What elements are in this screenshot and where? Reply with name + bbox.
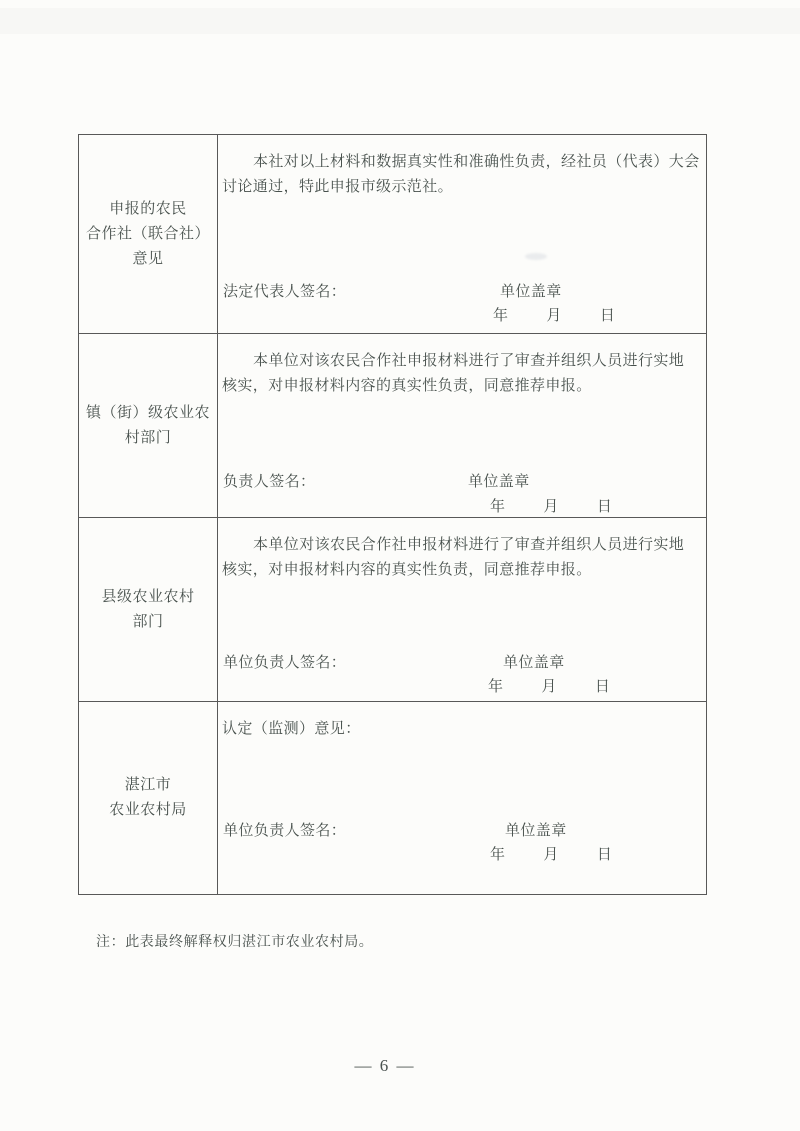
row-label-line: 村部门: [124, 429, 172, 446]
date-line: [490, 843, 612, 864]
date-line: [493, 304, 615, 325]
opinion-body-line: 本单位对该农民合作社申报材料进行了审查并组织人员进行实地: [253, 537, 685, 553]
opinion-body-text: [222, 349, 700, 399]
date-year-label: 年: [490, 499, 506, 515]
date-month-label: 月: [543, 499, 559, 515]
scan-smudge: [525, 253, 547, 260]
table-row-county-dept: [79, 518, 706, 702]
signature-label: 单位负责人签名：: [223, 823, 347, 839]
row-label-applicant-opinion: [79, 135, 218, 333]
row-label-line: 意见: [132, 250, 164, 267]
row-label-line: 合作社（联合社）: [85, 225, 210, 242]
row-label-line: 申报的农民: [109, 200, 187, 217]
opinion-body-line: 核实，对申报材料内容的真实性负责，同意推荐申报。: [222, 378, 592, 394]
date-year-label: 年: [488, 679, 504, 695]
unit-seal-label: 单位盖章: [500, 284, 562, 300]
date-month-label: 月: [541, 679, 557, 695]
row-content-county-dept: [218, 518, 706, 701]
date-year-label: 年: [493, 308, 509, 324]
row-label-town-dept: [79, 334, 218, 517]
row-content-town-dept: [218, 334, 706, 517]
signature-label: 法定代表人签名：: [223, 284, 347, 300]
signature-label: 负责人签名：: [223, 474, 316, 490]
page-number: — 6 —: [354, 1056, 416, 1075]
row-content-city-bureau: [218, 702, 706, 894]
date-year-label: 年: [490, 847, 506, 863]
opinion-body-text: [222, 150, 700, 200]
date-day-label: 日: [594, 679, 611, 695]
date-line: [488, 675, 610, 696]
signature-label: 单位负责人签名：: [223, 655, 347, 671]
table-row-city-bureau: [79, 702, 706, 894]
opinion-body-line: 本社对以上材料和数据真实性和准确性负责，经社员（代表）大会: [253, 154, 700, 170]
unit-seal-label: 单位盖章: [505, 823, 567, 839]
approval-form-table: [78, 134, 707, 895]
opinion-body-line: 讨论通过，特此申报市级示范社。: [222, 179, 454, 195]
table-row-applicant-opinion: [79, 135, 706, 334]
row-label-line: 镇（街）级农业农: [85, 404, 210, 421]
unit-seal-label: 单位盖章: [503, 655, 565, 671]
date-day-label: 日: [596, 499, 613, 515]
row-label-line: 农业农村局: [109, 802, 187, 818]
date-day-label: 日: [596, 847, 613, 863]
opinion-body-line: 核实，对申报材料内容的真实性负责，同意推荐申报。: [222, 562, 592, 578]
unit-seal-label: 单位盖章: [468, 474, 530, 490]
opinion-body-line: 本单位对该农民合作社申报材料进行了审查并组织人员进行实地: [253, 353, 685, 369]
date-month-label: 月: [546, 308, 562, 324]
scan-edge-shadow: [0, 8, 800, 34]
row-label-line: 部门: [132, 613, 164, 630]
date-month-label: 月: [543, 847, 559, 863]
row-label-county-dept: [79, 518, 218, 701]
opinion-body-line: 认定（监测）意见：: [222, 721, 361, 737]
date-line: [490, 495, 612, 516]
row-content-applicant-opinion: [218, 135, 706, 333]
footer-note: 注：此表最终解释权归湛江市农业农村局。: [96, 935, 374, 950]
row-label-line: 湛江市: [124, 777, 172, 793]
row-label-line: 县级农业农村: [101, 588, 195, 605]
date-day-label: 日: [599, 308, 616, 324]
table-row-town-dept: [79, 334, 706, 518]
opinion-body-text: [222, 533, 700, 583]
row-label-city-bureau: [79, 702, 218, 894]
opinion-body-text: [222, 717, 700, 742]
